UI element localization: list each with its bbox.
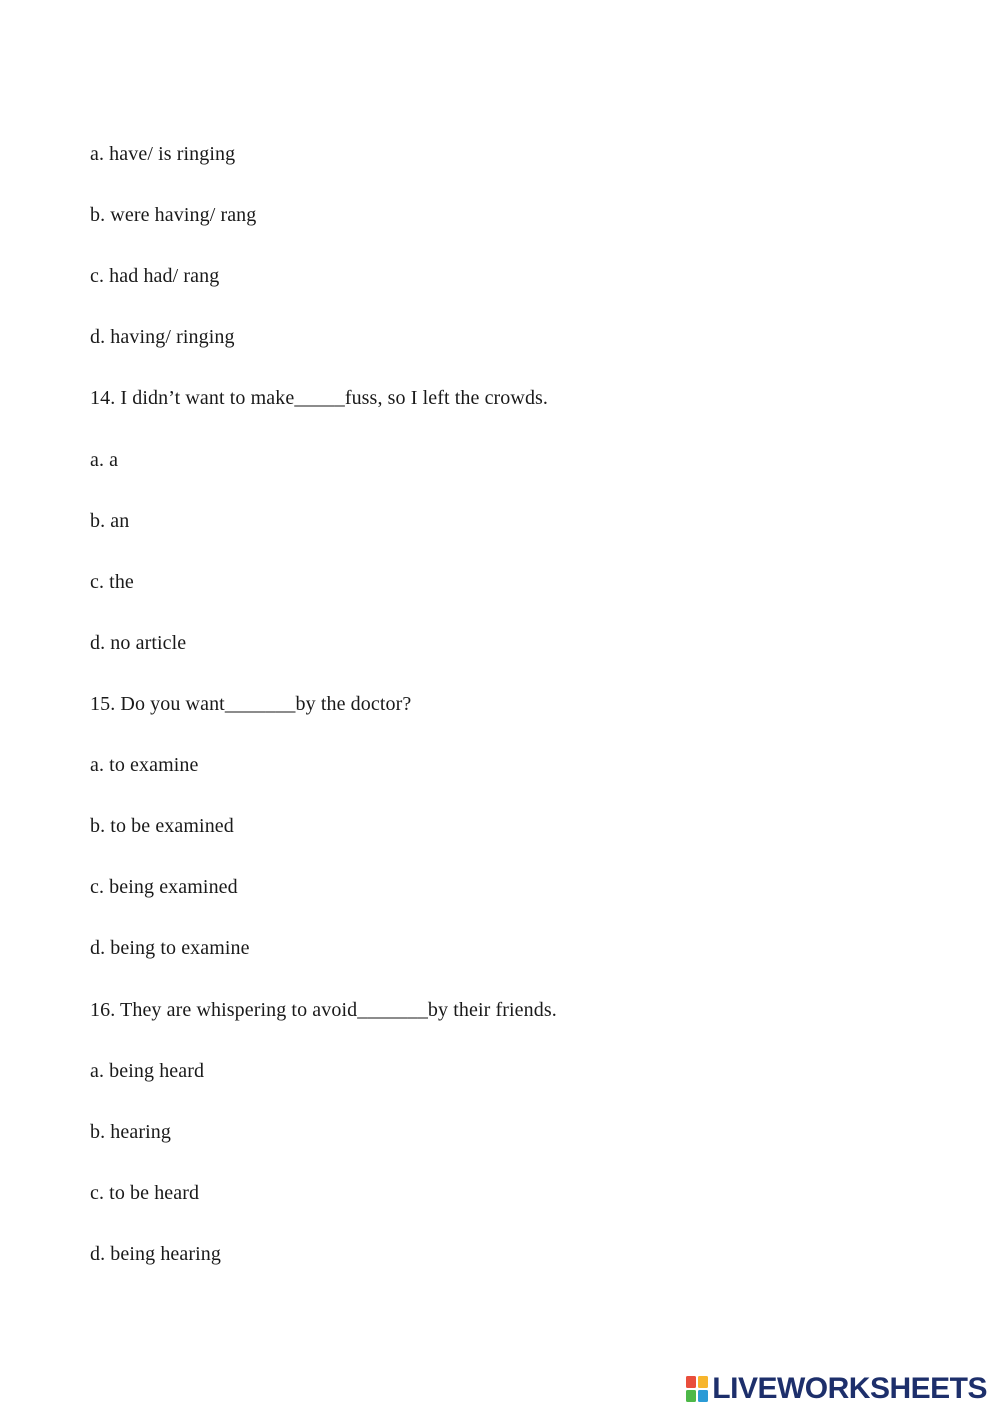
option-15c: c. being examined xyxy=(90,876,238,898)
option-16d: d. being hearing xyxy=(90,1243,222,1265)
option-13a: a. have/ is ringing xyxy=(90,143,236,165)
logo-text: LIVEWORKSHEETS xyxy=(712,1372,987,1405)
option-15d: d. being to examine xyxy=(90,937,250,959)
option-15b: b. to be examined xyxy=(90,815,234,837)
option-16c: c. to be heard xyxy=(90,1182,200,1204)
liveworksheets-logo-icon xyxy=(686,1376,708,1402)
option-14a: a. a xyxy=(90,449,119,471)
question-15: 15. Do you want_______by the doctor? xyxy=(90,693,412,715)
option-13d: d. having/ ringing xyxy=(90,326,235,348)
option-16b: b. hearing xyxy=(90,1121,171,1143)
question-14: 14. I didn’t want to make_____fuss, so I left the crowds. xyxy=(90,387,549,409)
option-16a: a. being heard xyxy=(90,1060,205,1082)
liveworksheets-logo xyxy=(686,1372,987,1406)
option-14b: b. an xyxy=(90,510,130,532)
option-13c: c. had had/ rang xyxy=(90,265,220,287)
option-13b: b. were having/ rang xyxy=(90,204,257,226)
option-15a: a. to examine xyxy=(90,754,199,776)
option-14d: d. no article xyxy=(90,632,187,654)
question-16: 16. They are whispering to avoid_______by their friends. xyxy=(90,999,557,1021)
option-14c: c. the xyxy=(90,571,134,593)
